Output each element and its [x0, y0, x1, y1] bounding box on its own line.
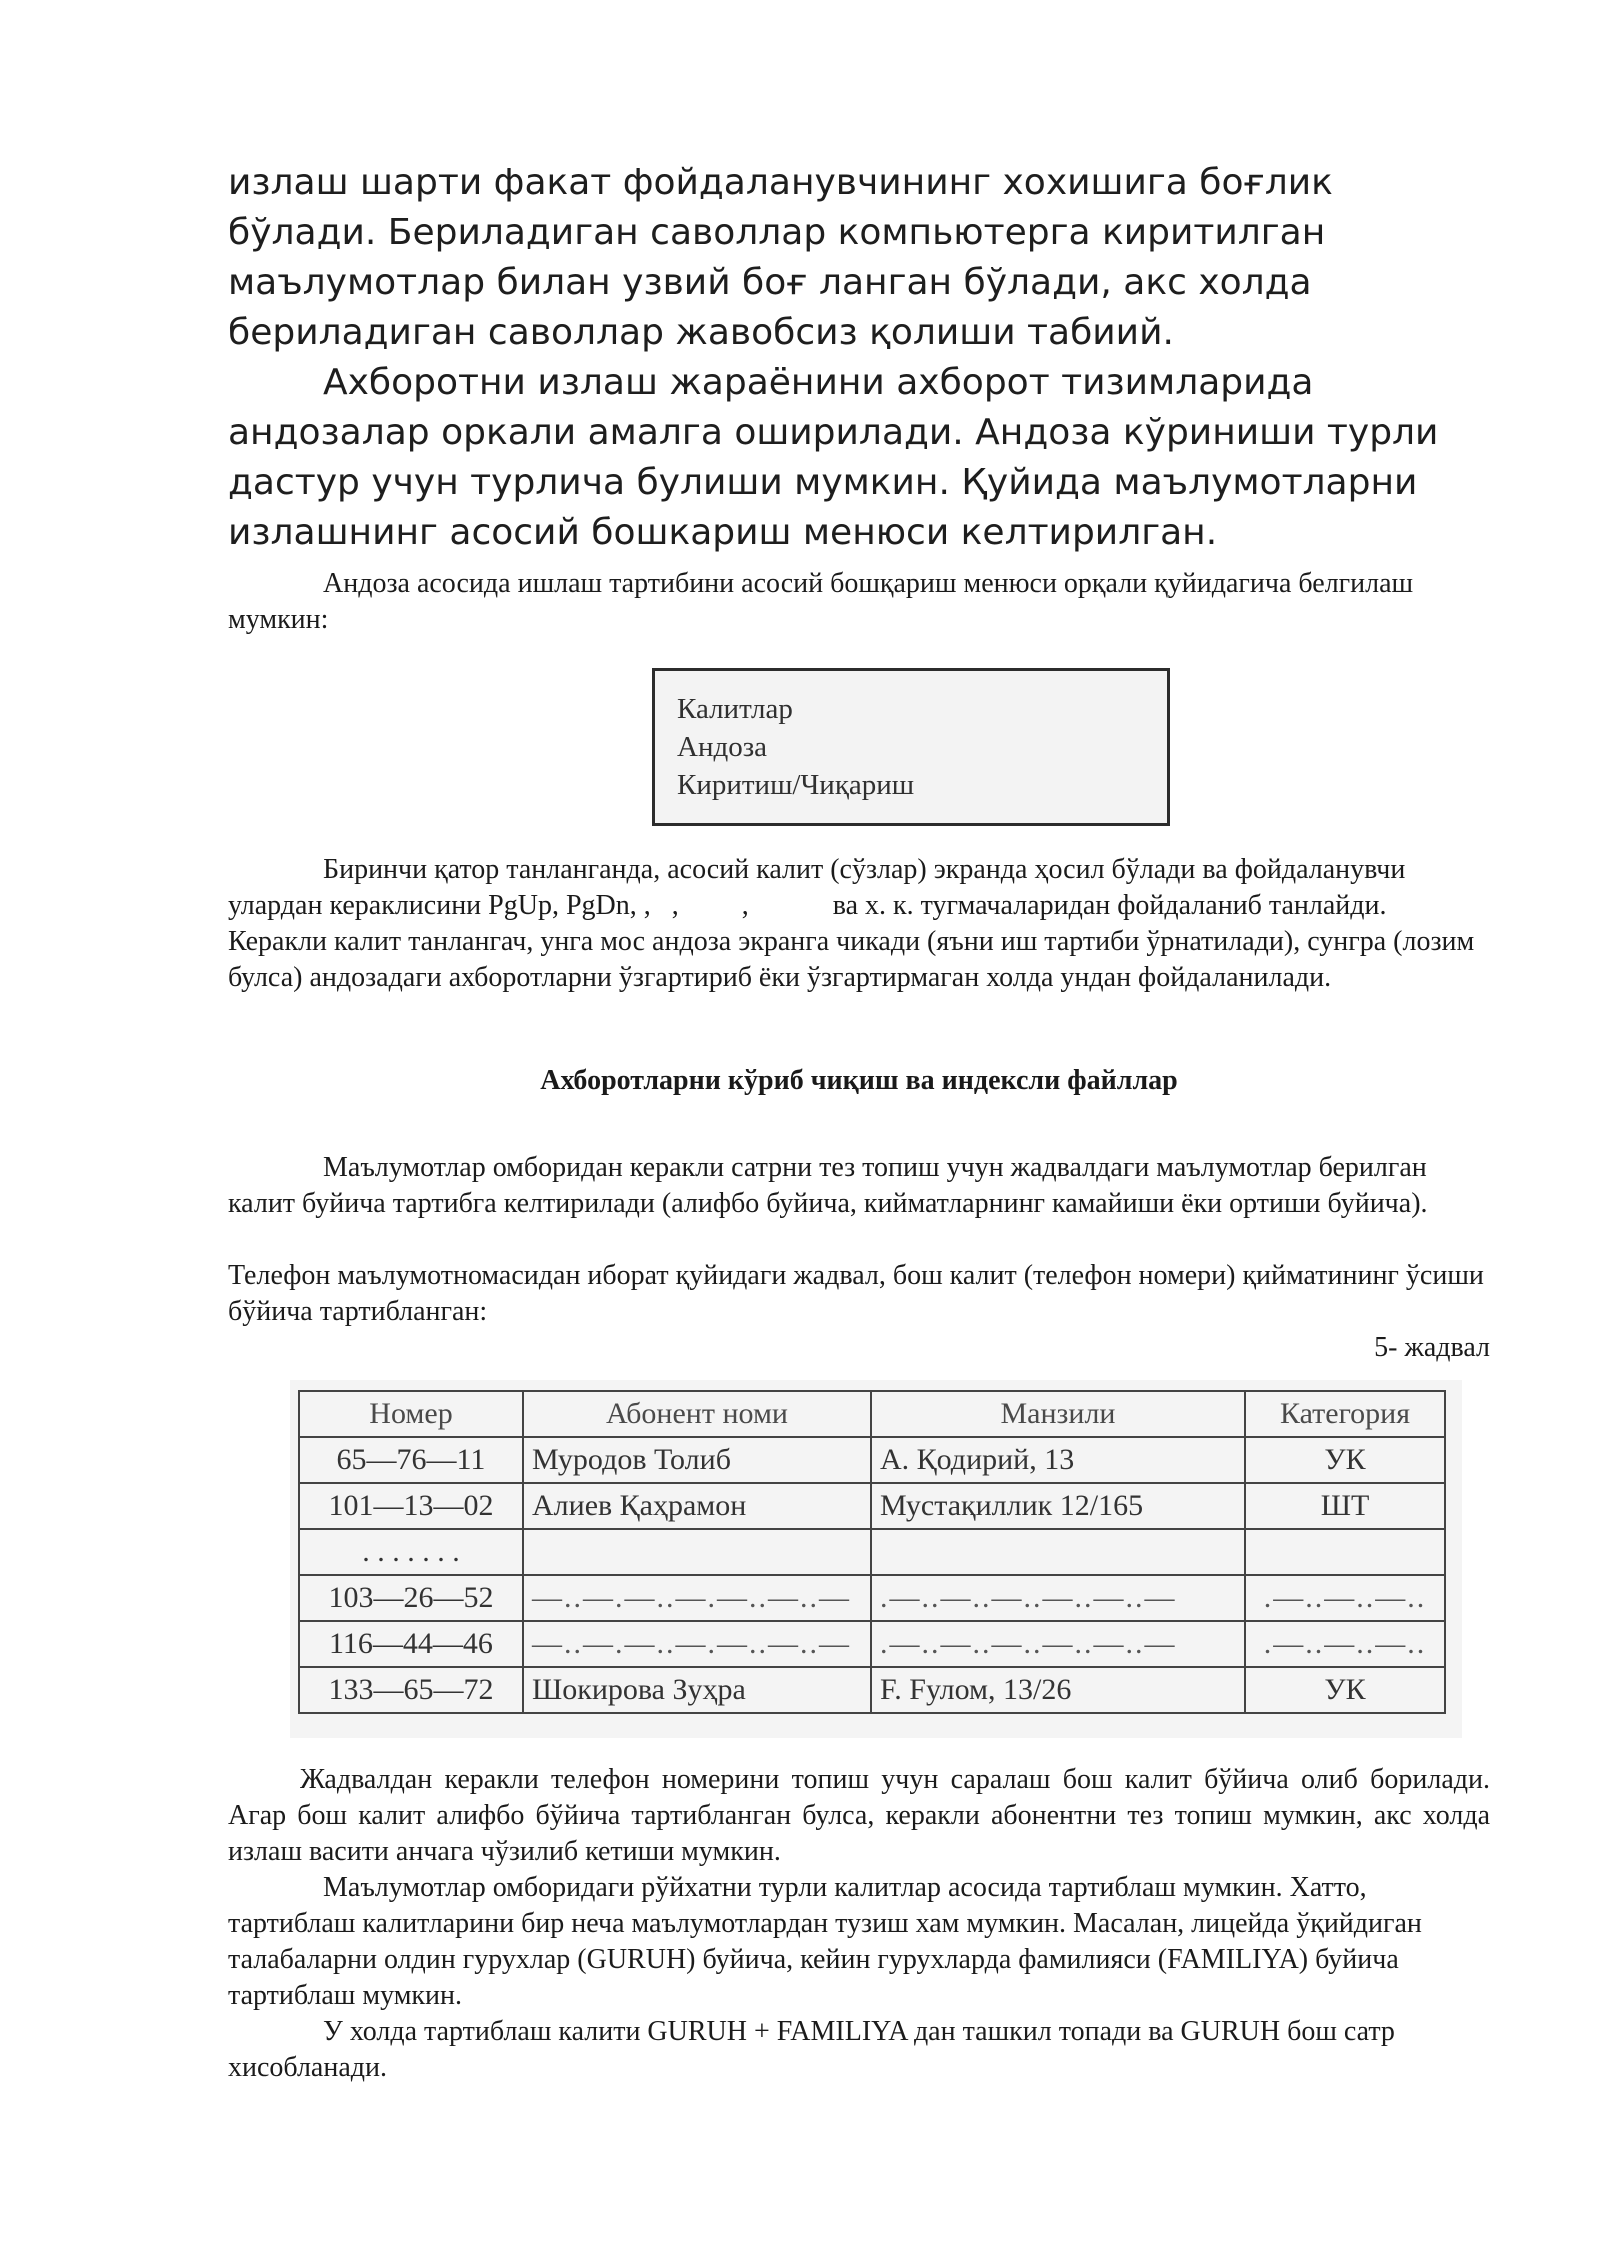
cell-subscriber: Алиев Қаҳрамон: [523, 1483, 871, 1529]
cell-category: УК: [1245, 1667, 1445, 1713]
cell-category: [1245, 1529, 1445, 1575]
header-number: Номер: [299, 1391, 523, 1437]
cell-category: .—..—..—..: [1245, 1575, 1445, 1621]
menu-item-keys: Калитлар: [677, 693, 793, 725]
cell-subscriber: Муродов Толиб: [523, 1437, 871, 1483]
cell-address: [871, 1529, 1245, 1575]
paragraph-8: Маълумотлар омборидаги рўйхатни турли калитлар асосида тартиблаш мумкин. Хатто, тартиблаш калитларини бир неча маълумотлардан тузиш хам мумкин. Масалан, лицейда ўқийдиган талабаларни олдин гурухлар (GURUH) буйича, кейин гурухларда фамилияси (FAMILIYA) буйича тартиблаш мумкин.: [228, 1872, 1422, 2011]
table-number: 5- жадвал: [1374, 1332, 1490, 1363]
paragraph-5: Маълумотлар омборидан керакли сатрни тез топиш учун жадвалдаги маълумотлар берилган калит буйича тартибга келтирилади (алифбо буйича, кийматларнинг камайиши ёки ортиши буйича).: [228, 1152, 1428, 1219]
cell-category: .—..—..—..: [1245, 1621, 1445, 1667]
cell-address: Мустақиллик 12/165: [871, 1483, 1245, 1529]
cell-subscriber: —..—.—..—.—..—..—: [523, 1621, 871, 1667]
cell-number: 103—26—52: [299, 1575, 523, 1621]
table-row: [299, 1575, 1445, 1621]
table-row: [299, 1483, 1445, 1529]
main-control-menu: [652, 668, 1170, 826]
table-row: [299, 1667, 1445, 1713]
menu-item-input-output: Киритиш/Чиқариш: [677, 769, 915, 801]
cell-subscriber: —..—.—..—.—..—..—: [523, 1575, 871, 1621]
cell-number: . . . . . . .: [299, 1529, 523, 1575]
cell-number: 133—65—72: [299, 1667, 523, 1713]
header-subscriber: Абонент номи: [523, 1391, 871, 1437]
paragraph-7: Жадвалдан керакли телефон номерини топиш учун саралаш бош калит бўйича олиб борилади. Агар бош калит алифбо бўйича тартибланган булса, керакли абонентни тез топиш мумкин, акс холда излаш васити анчага чўзилиб кетиши мумкин.: [228, 1764, 1490, 1867]
section-heading: Ахборотларни кўриб чиқиш ва индексли файллар: [540, 1065, 1178, 1096]
cell-address: .—..—..—..—..—..—: [871, 1621, 1245, 1667]
cell-number: 116—44—46: [299, 1621, 523, 1667]
table-header-row: [299, 1391, 1445, 1437]
header-category: Категория: [1245, 1391, 1445, 1437]
paragraph-6: Телефон маълумотномасидан иборат қуйидаги жадвал, бош калит (телефон номери) қийматининг ўсиши бўйича тартибланган:: [228, 1260, 1484, 1327]
cell-number: 65—76—11: [299, 1437, 523, 1483]
paragraph-2: Ахборотни излаш жараёнини ахборот тизимларида андозалар оркали амалга оширилади. Андоза кўриниши турли дастур учун турлича булиши мумкин. Қуйида маълумотларни излашнинг асосий бошкариш менюси келтирилган.: [228, 362, 1439, 553]
cell-number: 101—13—02: [299, 1483, 523, 1529]
paragraph-3: Андоза асосида ишлаш тартибини асосий бошқариш менюси орқали қуйидагича белгилаш мумкин:: [228, 568, 1414, 635]
cell-address: F. Fулом, 13/26: [871, 1667, 1245, 1713]
table-row: [299, 1621, 1445, 1667]
cell-subscriber: [523, 1529, 871, 1575]
cell-address: .—..—..—..—..—..—: [871, 1575, 1245, 1621]
menu-item-template: Андоза: [677, 731, 768, 763]
table-row: [299, 1529, 1445, 1575]
cell-category: ШТ: [1245, 1483, 1445, 1529]
paragraph-1: излаш шарти факат фойдаланувчининг хохишига боғлик бўлади. Бериладиган саволлар компьютерга киритилган маълумотлар билан узвий боғ ланган бўлади, акс холда бериладиган саволлар жавобсиз қолиши табиий.: [228, 162, 1333, 353]
table-row: [299, 1437, 1445, 1483]
paragraph-4: Биринчи қатор танланганда, асосий калит (сўзлар) экранда ҳосил бўлади ва фойдаланувчи улардан кераклисини PgUp, PgDn, , , , ва х. к. тугмачаларидан фойдаланиб танлайди. Керакли калит танлангач, унга мос андоза экранга чикади (яъни иш тартиби ўрнатилади), сунгра (лозим булса) андозадаги ахборотларни ўзгартириб ёки ўзгартирмаган холда ундан фойдаланилади.: [228, 854, 1482, 993]
phone-table-image: [290, 1380, 1462, 1738]
paragraph-9: У холда тартиблаш калити GURUH + FAMILIYA дан ташкил топади ва GURUH бош сатр хисобланади.: [228, 2016, 1395, 2083]
cell-category: УК: [1245, 1437, 1445, 1483]
cell-subscriber: Шокирова Зуҳра: [523, 1667, 871, 1713]
header-address: Манзили: [871, 1391, 1245, 1437]
phone-directory-table: [298, 1390, 1446, 1714]
cell-address: А. Қодирий, 13: [871, 1437, 1245, 1483]
